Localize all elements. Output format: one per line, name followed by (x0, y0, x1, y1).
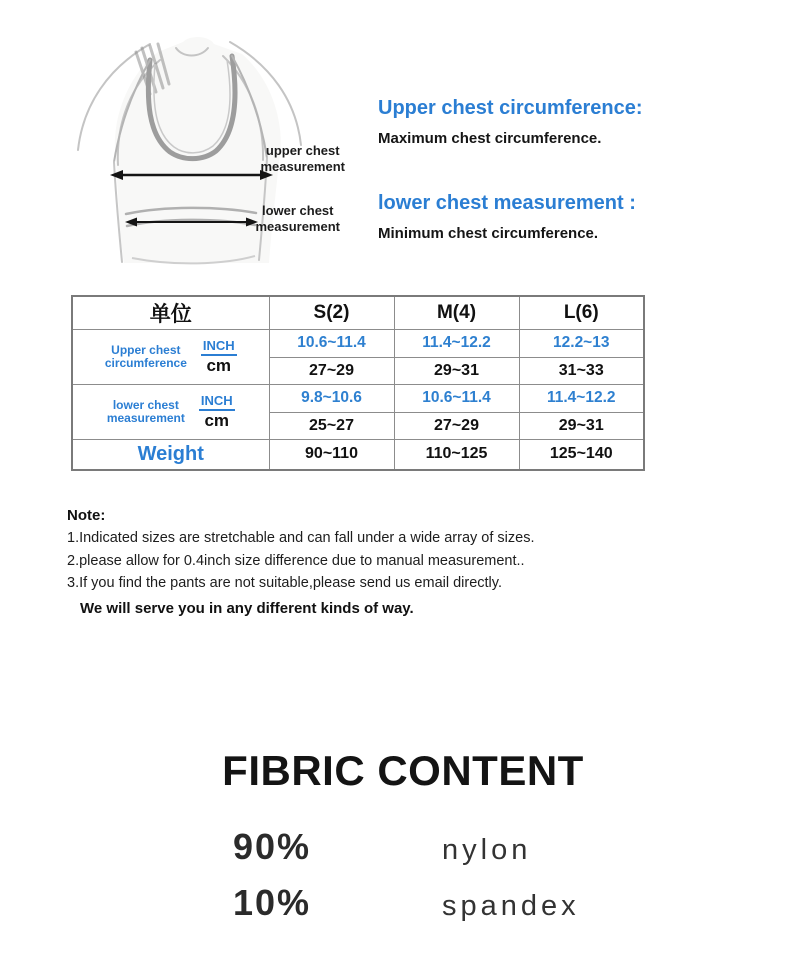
lower-chest-label-line1: lower chest (112, 397, 179, 412)
measurement-definitions (378, 96, 643, 243)
upper-chest-label-line2: circumference (104, 355, 187, 370)
notes-closing-line: We will serve you in any different kinds of way. (80, 599, 414, 617)
note-item-3: 3.If you find the pants are not suitable,please send us email directly. (67, 575, 502, 591)
upper-arrow-label-line2: measurement (260, 158, 345, 174)
lower-arrow-label-line2: measurement (255, 218, 340, 234)
lower-inch-l: 11.4~12.2 (519, 384, 644, 412)
lower-cm-s: 25~27 (269, 412, 394, 439)
notes-title: Note: (67, 507, 106, 524)
fabric-material: nylon (442, 834, 532, 866)
upper-chest-label-line1: Upper chest (111, 342, 181, 357)
lower-chest-unit-fraction (199, 393, 235, 430)
upper-chest-row-label (105, 344, 187, 370)
fabric-item-spandex (0, 882, 790, 938)
lower-cm-l: 29~31 (519, 412, 644, 439)
lower-cm-m: 27~29 (394, 412, 519, 439)
upper-chest-heading: Upper chest circumference: (378, 97, 643, 119)
lower-arrow-label (255, 203, 340, 234)
fabric-content-list (0, 826, 790, 938)
upper-arrow-label (260, 143, 345, 174)
lower-inch-m: 10.6~11.4 (394, 384, 519, 412)
bra-figure (58, 30, 363, 280)
lower-chest-inch-row (72, 384, 644, 412)
weight-row-label: Weight (72, 439, 269, 470)
upper-cm-s: 27~29 (269, 357, 394, 384)
lower-chest-label-cell (72, 384, 269, 439)
fabric-percent: 90% (233, 826, 312, 867)
notes-section (67, 505, 667, 621)
fabric-percent: 10% (233, 882, 312, 923)
size-header-s: S(2) (269, 296, 394, 329)
weight-s: 90~110 (269, 439, 394, 470)
lower-arrow-label-line1: lower chest (261, 203, 334, 218)
fabric-content-title: FIBRIC CONTENT (222, 747, 584, 794)
inch-unit-label: INCH (199, 393, 235, 411)
upper-inch-m: 11.4~12.2 (394, 329, 519, 357)
table-header-row (72, 296, 644, 329)
weight-m: 110~125 (394, 439, 519, 470)
lower-chest-heading: lower chest measurement : (378, 192, 636, 214)
upper-chest-description: Maximum chest circumference. (378, 130, 602, 147)
upper-chest-label-cell (72, 329, 269, 384)
upper-chest-unit-fraction (201, 338, 237, 375)
upper-chest-inch-row (72, 329, 644, 357)
fabric-content-section (0, 748, 790, 938)
fabric-material: spandex (442, 890, 580, 922)
upper-inch-s: 10.6~11.4 (269, 329, 394, 357)
inch-unit-label: INCH (201, 338, 237, 356)
measurement-guide-section (0, 0, 790, 295)
upper-cm-m: 29~31 (394, 357, 519, 384)
lower-chest-label-line2: measurement (106, 410, 185, 425)
lower-chest-description: Minimum chest circumference. (378, 225, 599, 242)
lower-chest-row-label (107, 399, 185, 425)
weight-l: 125~140 (519, 439, 644, 470)
cm-unit-label: cm (204, 411, 230, 430)
size-header-m: M(4) (394, 296, 519, 329)
size-header-l: L(6) (519, 296, 644, 329)
size-chart-table (71, 295, 645, 471)
note-item-1: 1.Indicated sizes are stretchable and can fall under a wide array of sizes. (67, 530, 535, 546)
upper-cm-l: 31~33 (519, 357, 644, 384)
note-item-2: 2.please allow for 0.4inch size difference due to manual measurement.. (67, 552, 525, 569)
upper-arrow-label-line1: upper chest (265, 143, 340, 158)
cm-unit-label: cm (206, 356, 232, 375)
weight-row (72, 439, 644, 470)
unit-header-cell: 单位 (72, 296, 269, 329)
fabric-item-nylon (0, 826, 790, 882)
lower-inch-s: 9.8~10.6 (269, 384, 394, 412)
upper-inch-l: 12.2~13 (519, 329, 644, 357)
